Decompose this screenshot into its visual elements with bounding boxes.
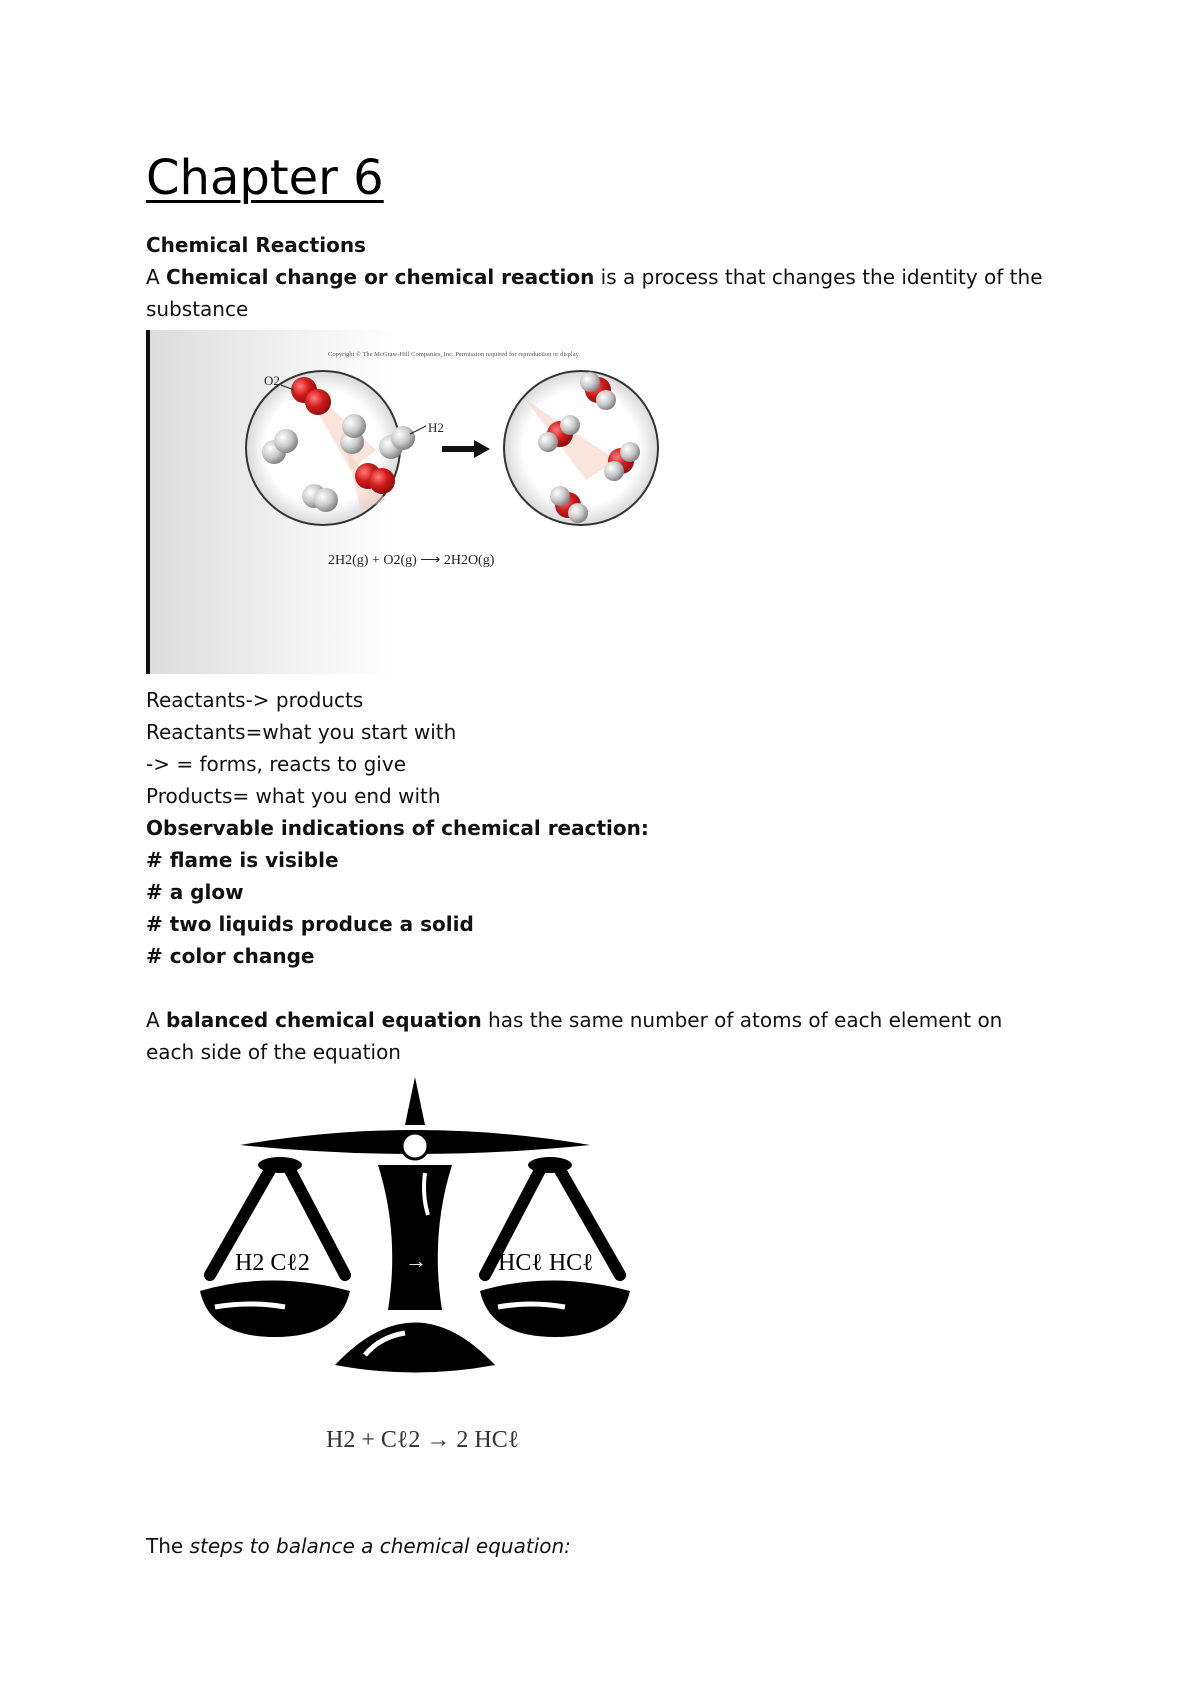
indication-item: # a glow (146, 880, 244, 904)
note-line: -> = forms, reacts to give (146, 752, 406, 776)
left-pan (200, 1281, 350, 1338)
balanced-term: balanced chemical equation (166, 1008, 482, 1032)
reaction-figure (146, 330, 678, 674)
copyright-note: Copyright © The McGraw-Hill Companies, Inc. Permission required for reproduction or display. (328, 351, 581, 358)
steps-prefix: The (146, 1534, 190, 1558)
definition-paragraph (146, 261, 1046, 325)
scale-arrow: → (405, 1248, 427, 1273)
balanced-suffix: has the same number of atoms of each element on each side of the equation (146, 1008, 1003, 1064)
indication-item: # color change (146, 944, 315, 968)
left-pan-label: H2 Cℓ2 (235, 1250, 310, 1276)
indication-item: # two liquids produce a solid (146, 912, 474, 936)
reaction-equation: 2H2(g) + O2(g) ⟶ 2H2O(g) (328, 553, 495, 568)
indication-item: # flame is visible (146, 848, 339, 872)
h2-label: H2 (428, 420, 444, 435)
page-title: Chapter 6 (146, 150, 384, 206)
note-line: Reactants=what you start with (146, 720, 457, 744)
definition-suffix: is a process that changes the identity of the substance (146, 265, 1043, 321)
balanced-prefix: A (146, 1008, 167, 1032)
scale-column (378, 1165, 452, 1310)
o2-label: O2 (264, 373, 280, 388)
balance-scale-figure (180, 1075, 680, 1460)
steps-emphasis: steps to balance a chemical equation: (189, 1534, 571, 1558)
right-pan-label: HCℓ HCℓ (498, 1250, 594, 1276)
section-title: Chemical Reactions (146, 233, 366, 257)
hydrogen-molecule (340, 414, 366, 454)
note-line: Reactants-> products (146, 688, 364, 712)
steps-heading (146, 1530, 571, 1562)
balanced-equation: H2 + Cℓ2 → 2 HCℓ (326, 1427, 520, 1453)
note-line: Products= what you end with (146, 784, 441, 808)
scale-base (335, 1323, 495, 1373)
reaction-arrow (442, 440, 490, 458)
definition-prefix: A (146, 265, 167, 289)
definition-term: Chemical change or chemical reaction (166, 265, 595, 289)
balanced-paragraph (146, 1004, 1046, 1068)
indications-title: Observable indications of chemical reaction: (146, 816, 649, 840)
